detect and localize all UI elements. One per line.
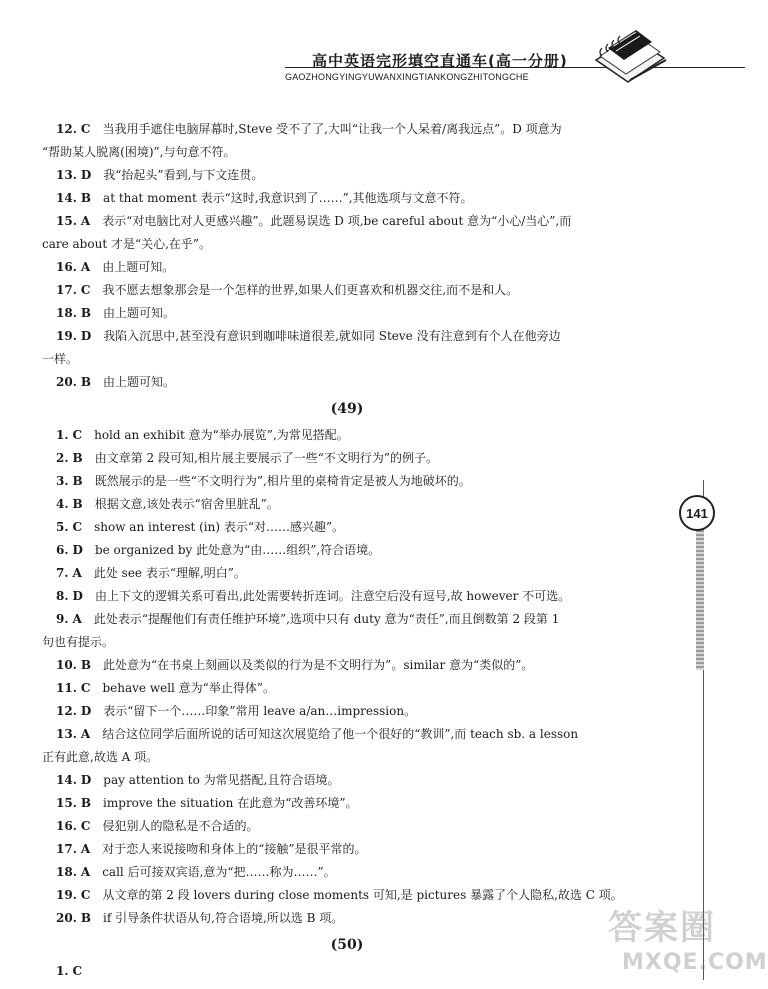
question-number: 1. xyxy=(56,428,69,442)
question-number: 16. xyxy=(56,819,77,833)
question-number: 15. xyxy=(56,214,77,228)
answer-item xyxy=(42,907,652,930)
question-number: 14. xyxy=(56,191,77,205)
question-number: 19. xyxy=(56,888,77,902)
answer-continuation: care about 才是“关心,在乎”。 xyxy=(42,237,212,251)
answer-item xyxy=(42,792,652,815)
answer-letter: C xyxy=(80,681,91,695)
answer-explanation: pay attention to 为常见搭配,且符合语境。 xyxy=(103,773,340,787)
question-number: 1. xyxy=(56,964,69,978)
answer-letter: D xyxy=(72,543,83,557)
watermark-url: MXQE.COM xyxy=(622,950,768,975)
answer-letter: A xyxy=(72,612,82,626)
answer-letter: C xyxy=(72,520,83,534)
answer-item xyxy=(42,325,652,348)
answer-item xyxy=(42,424,652,447)
answer-letter: A xyxy=(80,214,91,228)
answer-explanation: 此处 see 表示“理解,明白”。 xyxy=(93,566,246,580)
answer-letter: D xyxy=(80,773,92,787)
question-number: 13. xyxy=(56,727,77,741)
answer-explanation: 既然展示的是一些“不文明行为”,相片里的桌椅肯定是被人为地破坏的。 xyxy=(94,474,471,488)
answer-letter: B xyxy=(80,658,92,672)
answer-letter: C xyxy=(80,122,91,136)
question-number: 19. xyxy=(56,329,77,343)
answer-letter: B xyxy=(72,474,83,488)
answer-item xyxy=(42,279,652,302)
answer-item xyxy=(42,118,652,141)
notebook-icon xyxy=(590,20,670,90)
answer-continuation: 正有此意,故选 A 项。 xyxy=(42,750,159,764)
question-number: 5. xyxy=(56,520,69,534)
section-heading: (49) xyxy=(330,401,364,417)
answer-item xyxy=(42,256,652,279)
answer-list xyxy=(42,118,652,983)
answer-explanation: behave well 意为“举止得体”。 xyxy=(102,681,275,695)
answer-letter: A xyxy=(72,566,82,580)
answer-explanation: 对于恋人来说接吻和身体上的“接触”是很平常的。 xyxy=(102,842,367,856)
answer-item xyxy=(42,884,652,907)
answer-explanation: show an interest (in) 表示“对……感兴趣”。 xyxy=(94,520,345,534)
answer-explanation: 此处表示“提醒他们有责任维护环境”,选项中只有 duty 意为“责任”,而且倒数第 2 段第 1 xyxy=(93,612,560,626)
answer-letter: C xyxy=(80,888,91,902)
answer-explanation: at that moment 表示“这时,我意识到了……”,其他选项与文意不符。 xyxy=(103,191,473,205)
answer-item xyxy=(42,769,652,792)
question-number: 12. xyxy=(56,704,77,718)
answer-continuation: 一样。 xyxy=(42,352,79,366)
answer-explanation: 侵犯别人的隐私是不合适的。 xyxy=(102,819,259,833)
answer-explanation: improve the situation 在此意为“改善环境”。 xyxy=(103,796,358,810)
answer-item xyxy=(42,470,652,493)
answer-explanation: 结合这位同学后面所说的话可知这次展览给了他一个很好的“教训”,而 teach sb. a lesson xyxy=(102,727,579,741)
answer-continuation: 句也有提示。 xyxy=(42,635,115,649)
question-number: 11. xyxy=(56,681,77,695)
answer-explanation: 表示“留下一个……印象”常用 leave a/an…impression。 xyxy=(103,704,417,718)
question-number: 14. xyxy=(56,773,77,787)
answer-explanation: 由上下文的逻辑关系可看出,此处需要转折连词。注意空后没有逗号,故 however 不可选。 xyxy=(94,589,571,603)
answer-item xyxy=(42,187,652,210)
answer-letter: D xyxy=(80,329,92,343)
question-number: 10. xyxy=(56,658,77,672)
answer-explanation: 从文章的第 2 段 lovers during close moments 可知,是 pictures 暴露了个人隐私,故选 C 项。 xyxy=(102,888,623,902)
answer-letter: B xyxy=(80,375,92,389)
question-number: 15. xyxy=(56,796,77,810)
page-number: 141 xyxy=(679,495,715,531)
question-number: 17. xyxy=(56,283,77,297)
answer-item xyxy=(42,164,652,187)
answer-item xyxy=(42,960,652,983)
answer-letter: C xyxy=(72,428,83,442)
answer-item xyxy=(42,539,652,562)
answer-explanation: 我“抬起头”看到,与下文连贯。 xyxy=(103,168,264,182)
answer-item xyxy=(42,608,652,631)
answer-letter: D xyxy=(72,589,83,603)
answer-explanation: 我不愿去想象那会是一个怎样的世界,如果人们更喜欢和机器交往,而不是和人。 xyxy=(102,283,519,297)
question-number: 12. xyxy=(56,122,77,136)
question-number: 7. xyxy=(56,566,69,580)
answer-letter: D xyxy=(80,168,92,182)
answer-item xyxy=(42,371,652,394)
answer-explanation: call 后可接双宾语,意为“把……称为……”。 xyxy=(102,865,336,879)
question-number: 13. xyxy=(56,168,77,182)
question-number: 16. xyxy=(56,260,77,274)
answer-item xyxy=(42,302,652,325)
answer-item xyxy=(42,815,652,838)
answer-explanation: be organized by 此处意为“由……组织”,符合语境。 xyxy=(94,543,381,557)
answer-item xyxy=(42,838,652,861)
answer-item xyxy=(42,585,652,608)
question-number: 18. xyxy=(56,865,77,879)
answer-letter: A xyxy=(80,260,91,274)
book-title-pinyin: GAOZHONGYINGYUWANXINGTIANKONGZHITONGCHE xyxy=(285,72,529,82)
answer-continuation: “帮助某人脱离(困境)”,与句意不符。 xyxy=(42,145,236,159)
answer-explanation: 此处意为“在书桌上刻画以及类似的行为是不文明行为”。similar 意为“类似的”。 xyxy=(103,658,534,672)
answer-letter: C xyxy=(80,283,91,297)
question-number: 4. xyxy=(56,497,69,511)
answer-item xyxy=(42,562,652,585)
answer-item xyxy=(42,516,652,539)
answer-explanation: 由上题可知。 xyxy=(103,375,176,389)
answer-letter: C xyxy=(80,819,91,833)
answer-explanation: 表示“对电脑比对人更感兴趣”。此题易误选 D 项,be careful about 意为“小心/当心”,而 xyxy=(102,214,572,228)
answer-item xyxy=(42,677,652,700)
answer-explanation: 根据文意,该处表示“宿舍里脏乱”。 xyxy=(94,497,279,511)
question-number: 2. xyxy=(56,451,69,465)
book-title: 高中英语完形填空直通车(高一分册) xyxy=(312,52,568,70)
answer-letter: B xyxy=(72,497,83,511)
watermark-text: 答案圈 xyxy=(608,908,716,948)
watermark-logo xyxy=(600,900,768,989)
answer-item xyxy=(42,493,652,516)
question-number: 6. xyxy=(56,543,69,557)
question-number: 20. xyxy=(56,911,77,925)
thumb-index-bar xyxy=(696,530,704,670)
answer-item xyxy=(42,654,652,677)
question-number: 18. xyxy=(56,306,77,320)
answer-letter: C xyxy=(72,964,83,978)
answer-item xyxy=(42,700,652,723)
answer-letter: A xyxy=(80,727,91,741)
answer-letter: B xyxy=(80,306,92,320)
question-number: 8. xyxy=(56,589,69,603)
question-number: 3. xyxy=(56,474,69,488)
answer-explanation: if 引导条件状语从句,符合语境,所以选 B 项。 xyxy=(103,911,344,925)
answer-letter: D xyxy=(80,704,92,718)
answer-item xyxy=(42,210,652,233)
answer-letter: B xyxy=(80,911,92,925)
answer-item xyxy=(42,723,652,746)
answer-explanation: 当我用手遮住电脑屏幕时,Steve 受不了了,大叫“让我一个人呆着/离我远点”。D 项意为 xyxy=(102,122,562,136)
answer-letter: B xyxy=(80,796,92,810)
answer-item xyxy=(42,447,652,470)
answer-letter: A xyxy=(80,865,91,879)
question-number: 9. xyxy=(56,612,69,626)
question-number: 17. xyxy=(56,842,77,856)
question-number: 20. xyxy=(56,375,77,389)
answer-item xyxy=(42,861,652,884)
answer-letter: B xyxy=(72,451,83,465)
section-heading: (50) xyxy=(330,937,364,953)
answer-explanation: 由上题可知。 xyxy=(102,260,175,274)
answer-explanation: hold an exhibit 意为“举办展览”,为常见搭配。 xyxy=(94,428,349,442)
answer-explanation: 我陷入沉思中,甚至没有意识到咖啡味道很差,就如同 Steve 没有注意到有个人在他旁边 xyxy=(103,329,561,343)
answer-letter: B xyxy=(80,191,92,205)
answer-explanation: 由上题可知。 xyxy=(103,306,176,320)
answer-explanation: 由文章第 2 段可知,相片展主要展示了一些“不文明行为”的例子。 xyxy=(94,451,439,465)
header-rule xyxy=(285,67,745,68)
answer-letter: A xyxy=(80,842,91,856)
